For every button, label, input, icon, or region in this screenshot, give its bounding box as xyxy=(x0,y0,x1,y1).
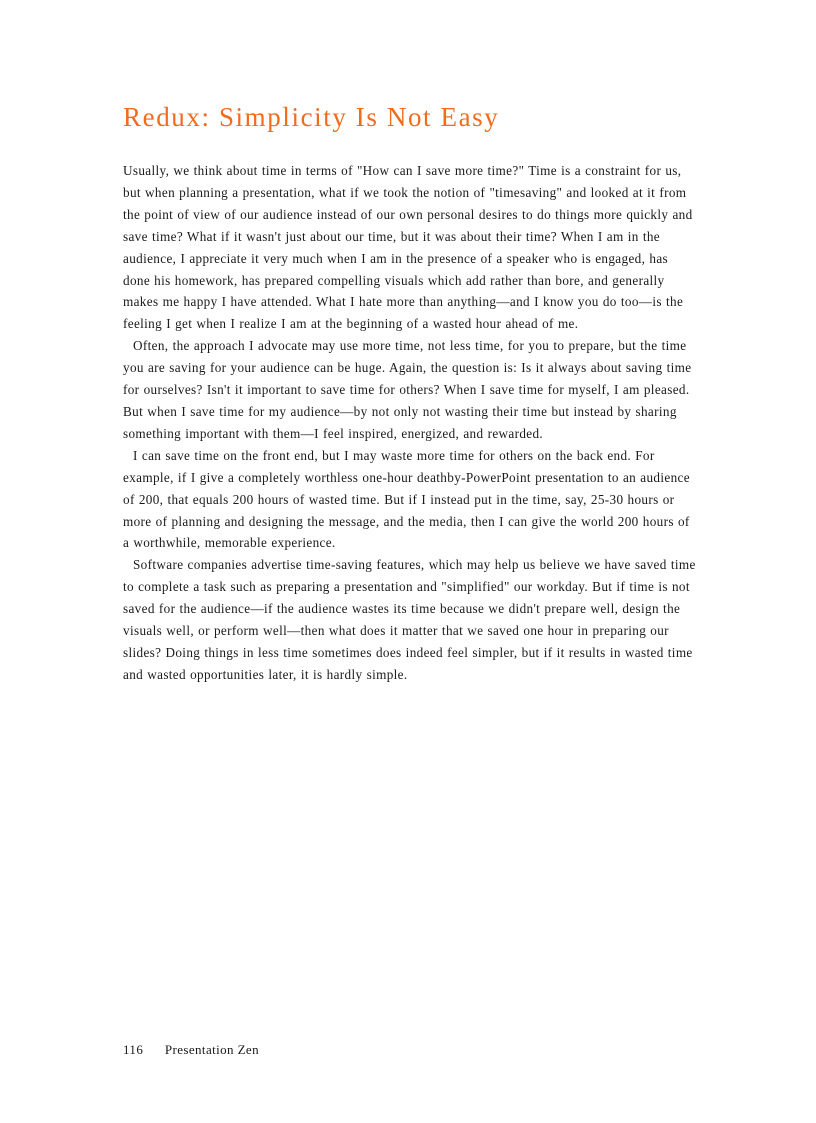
page-title: Redux: Simplicity Is Not Easy xyxy=(123,102,500,132)
book-title: Presentation Zen xyxy=(164,1042,259,1057)
page-number: 116 xyxy=(123,1042,144,1057)
paragraph-1: Usually, we think about time in terms of "How can I save more time?" Time is a constraint for us, but when planning a presentation, what if we took the notion of "timesaving" and looked at it from the point of view of our audience instead of our own personal desires to do things more quickly and save time? What if it wasn't just about our time, but it was about their time? When I am in the audience, I appreciate it very much when I am in the presence of a speaker who is engaged, has done his homework, has prepared compelling visuals which add rather than bore, and generally makes me happy I have attended. What I hate more than anything—and I know you do too—is the feeling I get when I realize I am at the beginning of a wasted hour ahead of me. xyxy=(123,163,693,332)
body-text xyxy=(123,160,698,686)
paragraph-2: Often, the approach I advocate may use more time, not less time, for you to prepare, but the time you are saving for your audience can be huge. Again, the question is: Is it always about saving time for ourselves? Isn't it important to save time for others? When I save time for myself, I am pleased. But when I save time for my audience—by not only not wasting their time but instead by sharing something important with them—I feel inspired, energized, and rewarded. xyxy=(123,338,692,441)
paragraph-4: Software companies advertise time-saving features, which may help us believe we have saved time to complete a task such as preparing a presentation and "simplified" our workday. But if time is not saved for the audience—if the audience wastes its time because we didn't prepare well, design the visuals well, or perform well—then what does it matter that we saved one hour in preparing our slides? Doing things in less time sometimes does indeed feel simpler, but if it results in wasted time and wasted opportunities later, it is hardly simple. xyxy=(123,557,696,682)
paragraph-3: I can save time on the front end, but I may waste more time for others on the back end. For example, if I give a completely worthless one-hour deathby-PowerPoint presentation to an audience of 200, that equals 200 hours of wasted time. But if I instead put in the time, say, 25-30 hours or more of planning and designing the message, and the media, then I can give the world 200 hours of a worthwhile, memorable experience. xyxy=(123,447,690,551)
page-footer xyxy=(123,1040,259,1060)
